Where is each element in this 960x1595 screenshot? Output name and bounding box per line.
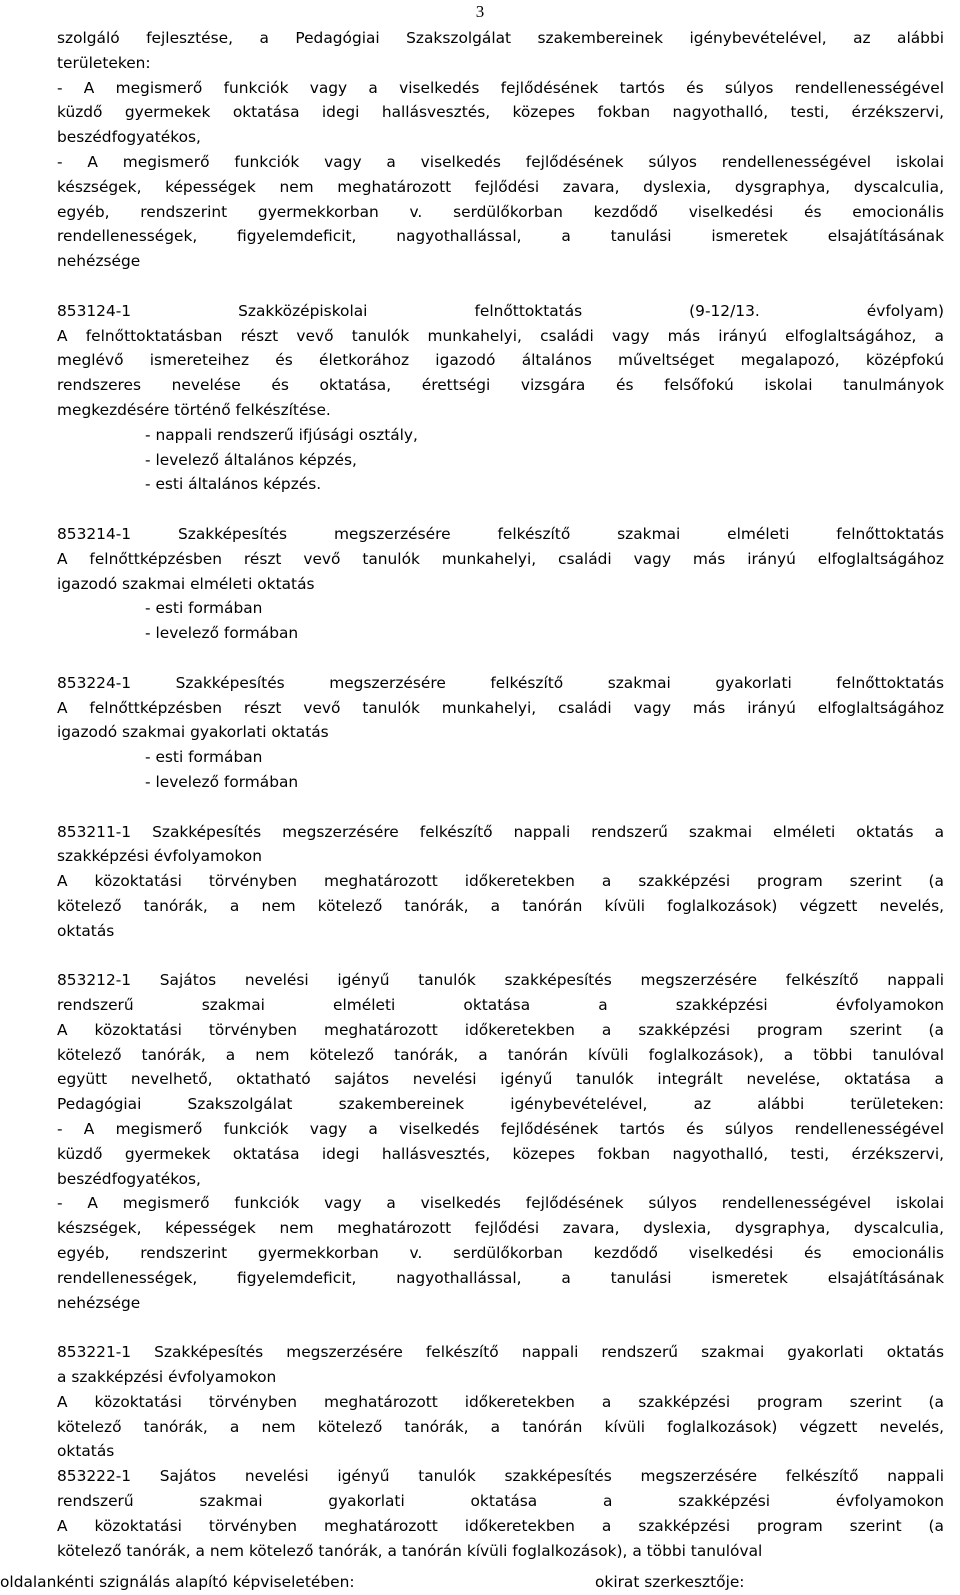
text-line: - A megismerő funkciók vagy a viselkedés fejlődésének tartós és súlyos rendellenességével [57,1120,944,1139]
text-line: készségek, képességek nem meghatározott fejlődési zavara, dyslexia, dysgraphya, dyscalculia, [57,177,944,196]
text-line: együtt nevelhető, oktatható sajátos nevelési igényű tanulók integrált nevelése, oktatása a [57,1070,944,1089]
text-line: 853224-1 Szakképesítés megszerzésére felkészítő szakmai gyakorlati felnőttoktatás [57,673,944,692]
text-line: beszédfogyatékos, [57,128,201,147]
paragraph [57,968,944,1315]
text-line: területeken: [57,53,151,72]
text-line: A felnőttképzésben részt vevő tanulók munkahelyi, családi vagy más irányú elfoglaltságához [57,549,944,568]
text-line: - A megismerő funkciók vagy a viselkedés fejlődésének súlyos rendellenességével iskolai [57,152,944,171]
document-body [57,26,944,1563]
footer-signature-label: oldalankénti szignálás alapító képviseletében: [0,1573,355,1591]
text-line: szolgáló fejlesztése, a Pedagógiai Szakszolgálat szakembereinek igénybevételével, az alábbi [57,29,944,47]
page-number: 3 [475,2,485,21]
text-line: A közoktatási törvényben meghatározott időkeretekben a szakképzési program szerint (a [57,1516,944,1535]
list-item: - esti formában [145,599,263,618]
footer-editor-label: okirat szerkesztője: [595,1573,745,1591]
text-line: rendszerű szakmai gyakorlati oktatása a szakképzési évfolyamokon [57,1492,944,1511]
list-item: - nappali rendszerű ifjúsági osztály, [145,425,418,444]
paragraph [57,26,944,274]
text-line: rendszerű szakmai elméleti oktatása a szakképzési évfolyamokon [57,996,944,1015]
paragraph [57,522,944,646]
paragraph [57,671,944,795]
text-line: egyéb, rendszerint gyermekkorban v. serdülőkorban kezdődő viselkedési és emocionális [57,1244,944,1263]
text-line: 853124-1 Szakközépiskolai felnőttoktatás (9-12/13. évfolyam) [57,301,944,320]
text-line: 853214-1 Szakképesítés megszerzésére felkészítő szakmai elméleti felnőttoktatás [57,524,944,543]
list-item: - levelező formában [145,624,299,643]
text-line: egyéb, rendszerint gyermekkorban v. serdülőkorban kezdődő viselkedési és emocionális [57,202,944,221]
text-line: igazodó szakmai gyakorlati oktatás [57,723,329,742]
text-line: oktatás [57,1442,115,1461]
text-line: - A megismerő funkciók vagy a viselkedés fejlődésének tartós és súlyos rendellenességével [57,78,944,97]
text-line: meglévő ismereteihez és életkorához igazodó általános műveltséget megalapozó, középfokú [57,351,944,370]
text-line: beszédfogyatékos, [57,1169,201,1188]
text-line: kötelező tanórák, a nem kötelező tanórák, a tanórán kívüli foglalkozások), a többi tanulóval [57,1541,763,1560]
text-line: 853222-1 Sajátos nevelési igényű tanulók szakképesítés megszerzésére felkészítő nappali [57,1467,944,1486]
text-line: rendellenességek, figyelemdeficit, nagyothallással, a tanulási ismeretek elsajátításának [57,1268,944,1287]
paragraph [57,299,944,497]
text-line: kötelező tanórák, a nem kötelező tanórák, a tanórán kívüli foglalkozások), a többi tanulóval [57,1045,944,1064]
text-line: - A megismerő funkciók vagy a viselkedés fejlődésének súlyos rendellenességével iskolai [57,1194,944,1213]
text-line: küzdő gyermekek oktatása idegi hallásvesztés, közepes fokban nagyothalló, testi, érzékszervi, [57,1144,944,1163]
text-line: oktatás [57,921,115,940]
text-line: A közoktatási törvényben meghatározott időkeretekben a szakképzési program szerint (a [57,1392,944,1411]
text-line: 853212-1 Sajátos nevelési igényű tanulók szakképesítés megszerzésére felkészítő nappali [57,971,944,990]
text-line: kötelező tanórák, a nem kötelező tanórák, a tanórán kívüli foglalkozások) végzett nevelés, [57,1417,944,1436]
text-line: nehézsége [57,1293,141,1312]
text-line: igazodó szakmai elméleti oktatás [57,574,315,593]
text-line: 853221-1 Szakképesítés megszerzésére felkészítő nappali rendszerű szakmai gyakorlati oktatás [57,1343,944,1362]
text-line: A közoktatási törvényben meghatározott időkeretekben a szakképzési program szerint (a [57,1020,944,1039]
text-line: A felnőttképzésben részt vevő tanulók munkahelyi, családi vagy más irányú elfoglaltságához [57,698,944,717]
text-line: a szakképzési évfolyamokon [57,1368,277,1387]
list-item: - esti általános képzés. [145,475,322,494]
text-line: küzdő gyermekek oktatása idegi hallásvesztés, közepes fokban nagyothalló, testi, érzékszervi, [57,103,944,122]
text-line: készségek, képességek nem meghatározott fejlődési zavara, dyslexia, dysgraphya, dyscalculia, [57,1219,944,1238]
paragraph [57,1340,944,1563]
text-line: rendszeres nevelése és oktatása, érettségi vizsgára és felsőfokú iskolai tanulmányok [57,376,944,395]
text-line: A közoktatási törvényben meghatározott időkeretekben a szakképzési program szerint (a [57,872,944,891]
list-item: - levelező formában [145,772,299,791]
paragraph [57,820,944,944]
list-item: - esti formában [145,748,263,767]
text-line: szakképzési évfolyamokon [57,847,262,866]
text-line: megkezdésére történő felkészítése. [57,400,331,419]
text-line: rendellenességek, figyelemdeficit, nagyothallással, a tanulási ismeretek elsajátításának [57,227,944,246]
text-line: 853211-1 Szakképesítés megszerzésére felkészítő nappali rendszerű szakmai elméleti oktatás a [57,822,944,841]
text-line: kötelező tanórák, a nem kötelező tanórák, a tanórán kívüli foglalkozások) végzett nevelés, [57,896,944,915]
text-line: A felnőttoktatásban részt vevő tanulók munkahelyi, családi vagy más irányú elfoglaltságához, a [57,326,944,345]
list-item: - levelező általános képzés, [145,450,357,469]
text-line: nehézsége [57,252,141,271]
text-line: Pedagógiai Szakszolgálat szakembereinek igénybevételével, az alábbi területeken: [57,1095,944,1114]
